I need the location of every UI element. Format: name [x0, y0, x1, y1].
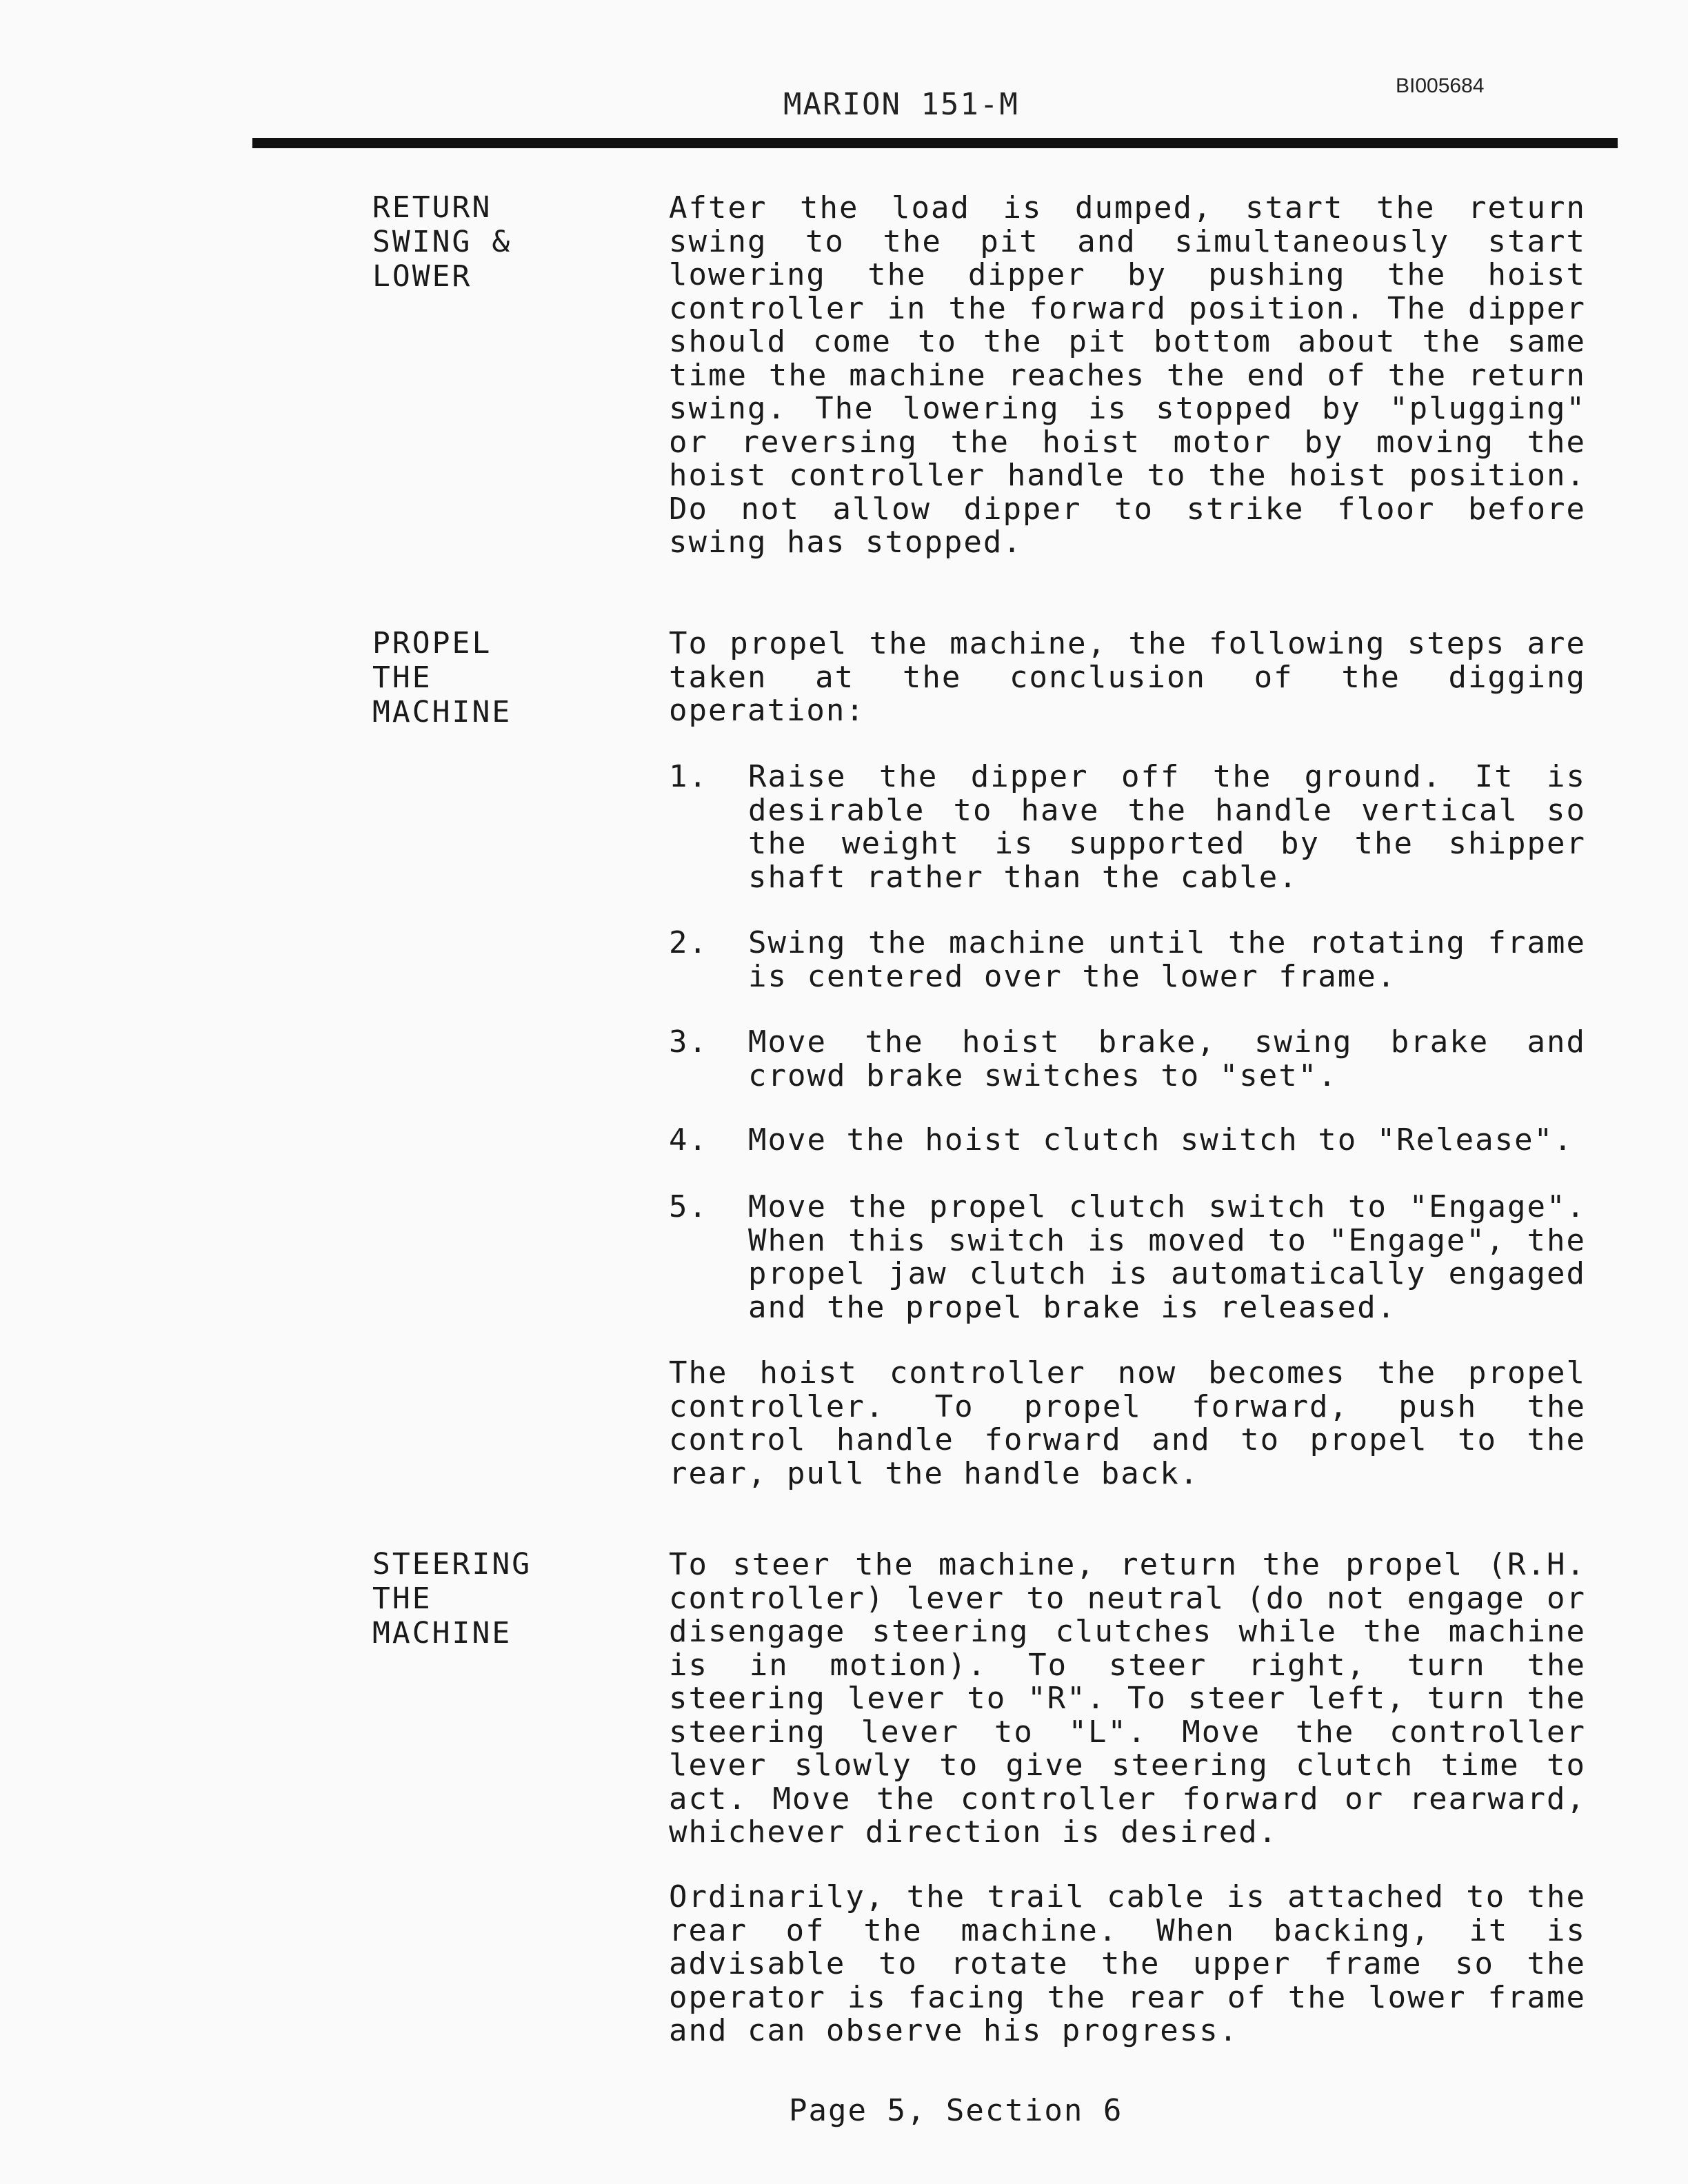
section-label-return-swing: RETURN SWING & LOWER [372, 190, 512, 294]
step-text: Raise the dipper off the ground. It is desirable to have the handle vertical so the weight is supported by the shipper shaft rather than the cable. [748, 759, 1586, 895]
step-text: Move the hoist clutch switch to "Release". [748, 1122, 1574, 1157]
step-number: 2. [669, 925, 708, 960]
section-label-propel: PROPEL THE MACHINE [372, 626, 512, 729]
step-number: 3. [669, 1024, 708, 1060]
section-label-steering: STEERING THE MACHINE [372, 1547, 532, 1650]
page-title: MARION 151-M [783, 87, 1019, 122]
steering-text: To steer the machine, return the propel (R.H. controller) lever to neutral (do not engage or disengage steering clutches while the machine is in motion). To steer right, turn the steering lever to "R". To steer left, turn the steering lever to "L". Move the controller lever slowly to give steering clutch time to act. Move the controller forward or rearward, whichever direction is desired. [669, 1547, 1586, 1850]
step-text: Swing the machine until the rotating frame is centered over the lower frame. [748, 925, 1586, 994]
propel-intro-text: To propel the machine, the following steps are taken at the conclusion of the digging operation: [669, 626, 1586, 728]
steering-text-2: Ordinarily, the trail cable is attached to the rear of the machine. When backing, it is advisable to rotate the upper frame so the operator is facing the rear of the lower frame and can observe his progress. [669, 1879, 1586, 2048]
return-swing-text: After the load is dumped, start the return swing to the pit and simultaneously start lowering the dipper by pushing the hoist controller in the forward position. The dipper should come to the pit bottom about the same time the machine reaches the end of the return swing. The lowering is stopped by "plugging" or reversing the hoist motor by moving the hoist controller handle to the hoist position. Do not allow dipper to strike floor before swing has stopped. [669, 190, 1586, 560]
header-rule [252, 138, 1618, 148]
step-number: 1. [669, 759, 708, 794]
propel-closing-text: The hoist controller now becomes the propel controller. To propel forward, push the control handle forward and to propel to the rear, pull the handle back. [669, 1355, 1586, 1491]
step-number: 5. [669, 1189, 708, 1224]
document-id: BI005684 [1396, 74, 1485, 97]
step-text: Move the propel clutch switch to "Engage". When this switch is moved to "Engage", the propel jaw clutch is automatically engaged and the propel brake is released. [748, 1189, 1586, 1325]
page-number: Page 5, Section 6 [789, 2093, 1123, 2128]
step-number: 4. [669, 1122, 708, 1157]
step-text: Move the hoist brake, swing brake and crowd brake switches to "set". [748, 1024, 1586, 1093]
